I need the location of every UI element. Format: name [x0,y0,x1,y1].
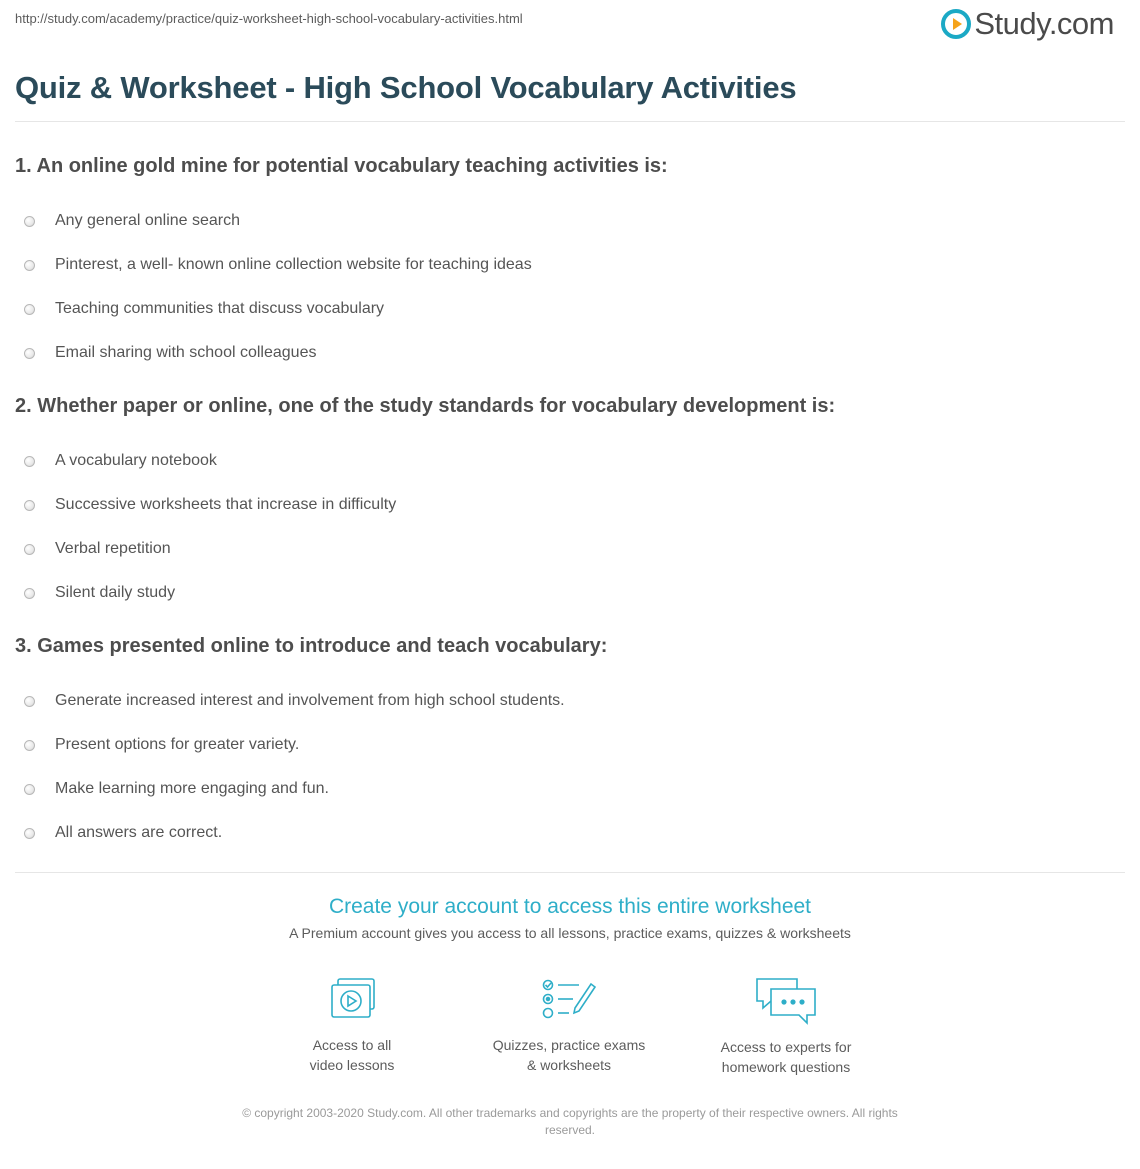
feature-label-line: homework questions [721,1059,851,1075]
radio-button[interactable] [24,500,35,511]
feature-label-line: Access to experts for [720,1039,852,1055]
radio-button[interactable] [24,828,35,839]
feature-label-line: & worksheets [526,1057,612,1073]
page-url: http://study.com/academy/practice/quiz-worksheet-high-school-vocabulary-activities.html [15,11,523,26]
radio-button[interactable] [24,348,35,359]
quiz-checklist-icon [539,975,599,1025]
signup-cta [0,895,1140,941]
question-1 [15,155,1125,375]
question-text: 3. Games presented online to introduce and teach vocabulary: [15,635,608,657]
answer-option[interactable] [15,243,1125,287]
answer-label: Verbal repetition [55,540,171,557]
copyright-footer [220,1105,920,1139]
radio-button[interactable] [24,588,35,599]
answer-option[interactable] [15,199,1125,243]
video-lessons-icon [324,975,380,1025]
radio-button[interactable] [24,216,35,227]
logo-text: Study.com [974,6,1114,41]
radio-button[interactable] [24,784,35,795]
feature-label-line: video lessons [309,1057,395,1073]
radio-button[interactable] [24,544,35,555]
radio-button[interactable] [24,260,35,271]
answer-label: A vocabulary notebook [55,452,217,469]
question-3 [15,635,1125,855]
answer-label: Teaching communities that discuss vocabulary [55,300,385,317]
answer-label: Any general online search [55,212,241,229]
answer-options [15,679,1125,855]
answer-option[interactable] [15,811,1125,855]
divider [15,872,1125,873]
answer-label: Silent daily study [55,584,176,601]
radio-button[interactable] [24,456,35,467]
page-title: Quiz & Worksheet - High School Vocabulary Activities [15,70,797,105]
copyright-text: © copyright 2003-2020 Study.com. All other trademarks and copyrights are the property of their respective owners. All rights [242,1106,898,1120]
study-logo[interactable] [941,6,1114,42]
answer-option[interactable] [15,571,1125,615]
question-text: 2. Whether paper or online, one of the study standards for vocabulary development is: [15,395,836,417]
question-text: 1. An online gold mine for potential vocabulary teaching activities is: [15,155,668,177]
radio-button[interactable] [24,304,35,315]
feature-quizzes [459,975,679,1075]
copyright-text: reserved. [544,1123,596,1137]
radio-button[interactable] [24,696,35,707]
radio-button[interactable] [24,740,35,751]
answer-options [15,439,1125,615]
answer-option[interactable] [15,331,1125,375]
feature-video-lessons [242,975,462,1075]
feature-experts [676,975,896,1077]
create-account-link[interactable]: Create your account to access this entire worksheet [328,895,812,918]
answer-label: Present options for greater variety. [55,736,300,753]
chat-bubbles-icon [753,975,819,1027]
answer-option[interactable] [15,439,1125,483]
question-2 [15,395,1125,615]
feature-label-line: Quizzes, practice exams [492,1037,646,1053]
answer-label: Successive worksheets that increase in difficulty [55,496,397,513]
answer-options [15,199,1125,375]
answer-label: Generate increased interest and involvement from high school students. [55,692,565,709]
divider [15,121,1125,122]
study-logo-icon [941,9,971,39]
answer-label: Make learning more engaging and fun. [55,780,329,797]
feature-label-line: Access to all [312,1037,392,1053]
answer-label: Pinterest, a well- known online collection website for teaching ideas [55,256,532,273]
answer-option[interactable] [15,483,1125,527]
answer-option[interactable] [15,527,1125,571]
answer-label: Email sharing with school colleagues [55,344,317,361]
answer-option[interactable] [15,767,1125,811]
answer-option[interactable] [15,723,1125,767]
answer-option[interactable] [15,287,1125,331]
cta-subtitle: A Premium account gives you access to all lessons, practice exams, quizzes & worksheets [289,925,851,941]
answer-option[interactable] [15,679,1125,723]
answer-label: All answers are correct. [55,824,223,841]
